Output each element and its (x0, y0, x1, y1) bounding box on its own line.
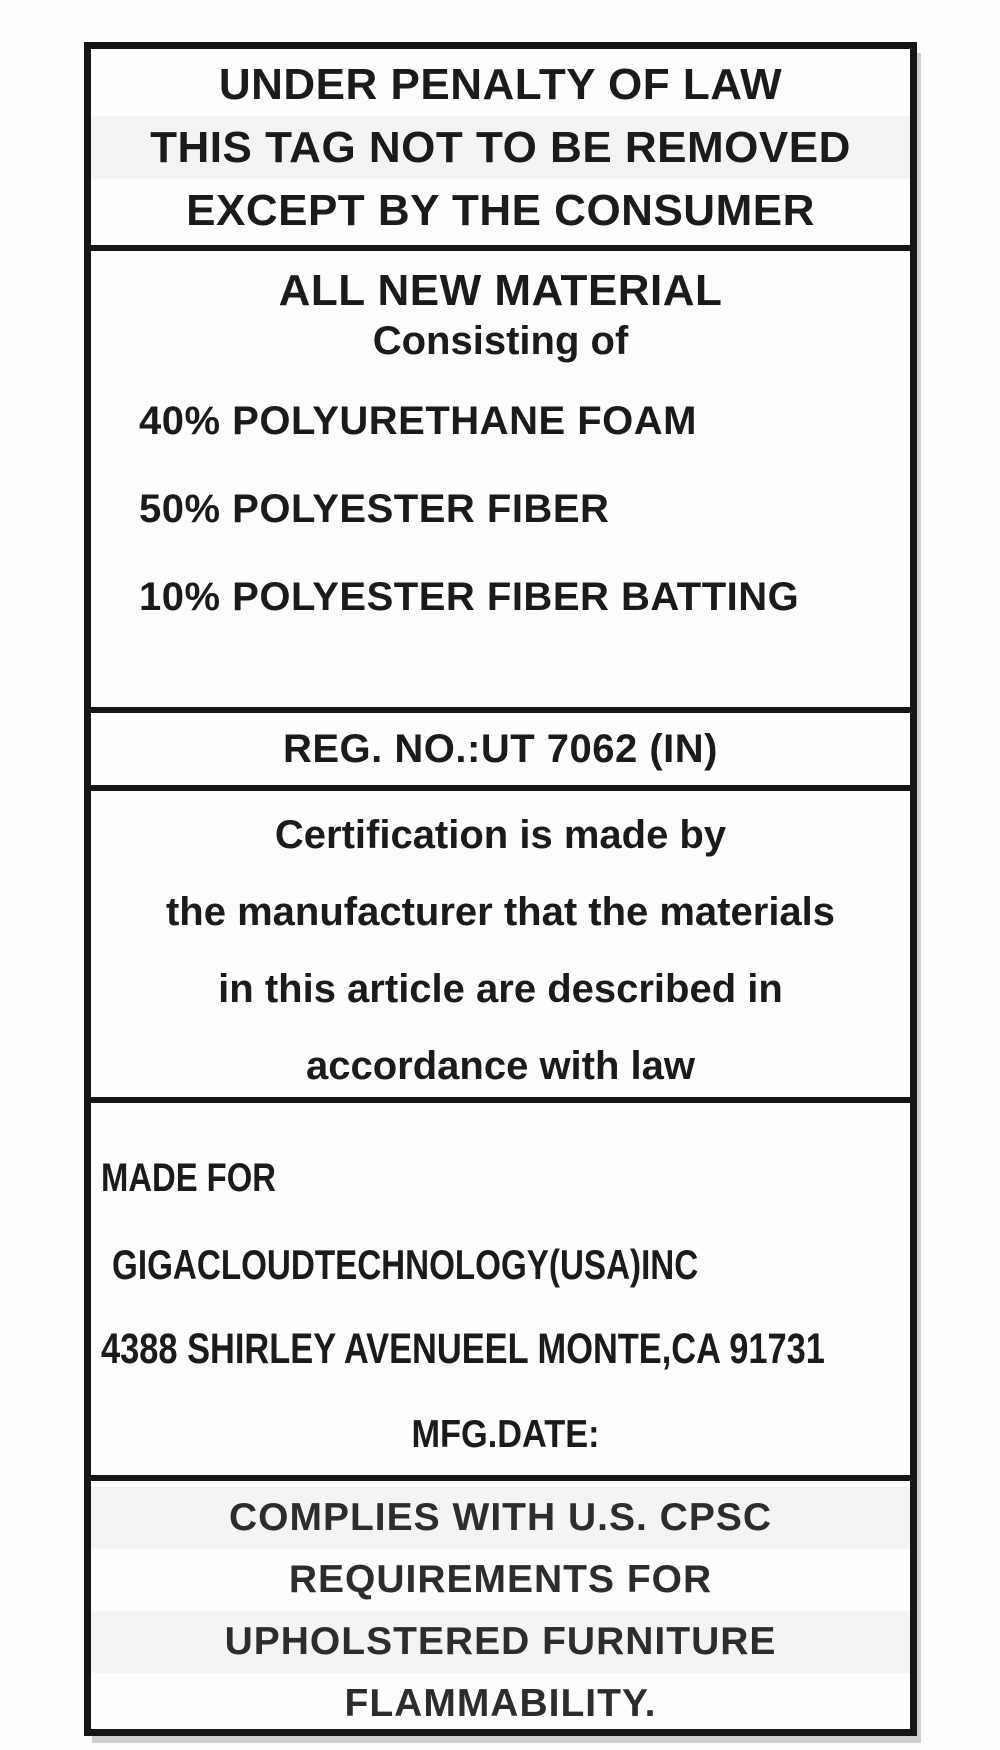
materials-list (91, 401, 910, 617)
made-for-label: MADE FOR (101, 1156, 276, 1200)
company-name: GIGACLOUDTECHNOLOGY(USA)INC (112, 1241, 699, 1288)
compliance-line-4: FLAMMABILITY. (344, 1682, 657, 1725)
law-tag-label (84, 42, 917, 1736)
compliance-line-3: UPHOLSTERED FURNITURE (91, 1611, 910, 1673)
mfg-date-label: MFG.DATE: (411, 1413, 600, 1456)
compliance-line-2: REQUIREMENTS FOR (288, 1558, 713, 1601)
materials-section (91, 245, 910, 707)
certification-line-4: accordance with law (305, 1044, 696, 1088)
warning-line-2: THIS TAG NOT TO BE REMOVED (91, 116, 910, 179)
company-address: 4388 SHIRLEY AVENUEEL MONTE,CA 91731 (101, 1325, 825, 1373)
compliance-section (91, 1475, 910, 1735)
certification-line-2: the manufacturer that the materials (165, 890, 836, 934)
registration-number: REG. NO.:UT 7062 (IN) (282, 726, 718, 771)
registration-section (91, 707, 910, 785)
compliance-line-1: COMPLIES WITH U.S. CPSC (91, 1487, 910, 1549)
materials-heading: ALL NEW MATERIAL (278, 266, 723, 315)
materials-subheading: Consisting of (372, 319, 629, 363)
material-item-2: 50% POLYESTER FIBER (139, 487, 610, 531)
manufacturer-section (91, 1097, 910, 1475)
material-item-1: 40% POLYURETHANE FOAM (139, 399, 697, 443)
warning-line-1: UNDER PENALTY OF LAW (218, 59, 783, 109)
certification-section (91, 785, 910, 1097)
warning-line-3: EXCEPT BY THE CONSUMER (186, 185, 815, 235)
certification-line-3: in this article are described in (218, 967, 783, 1011)
certification-line-1: Certification is made by (274, 813, 727, 857)
material-item-3: 10% POLYESTER FIBER BATTING (139, 575, 800, 619)
warning-section (91, 49, 910, 245)
